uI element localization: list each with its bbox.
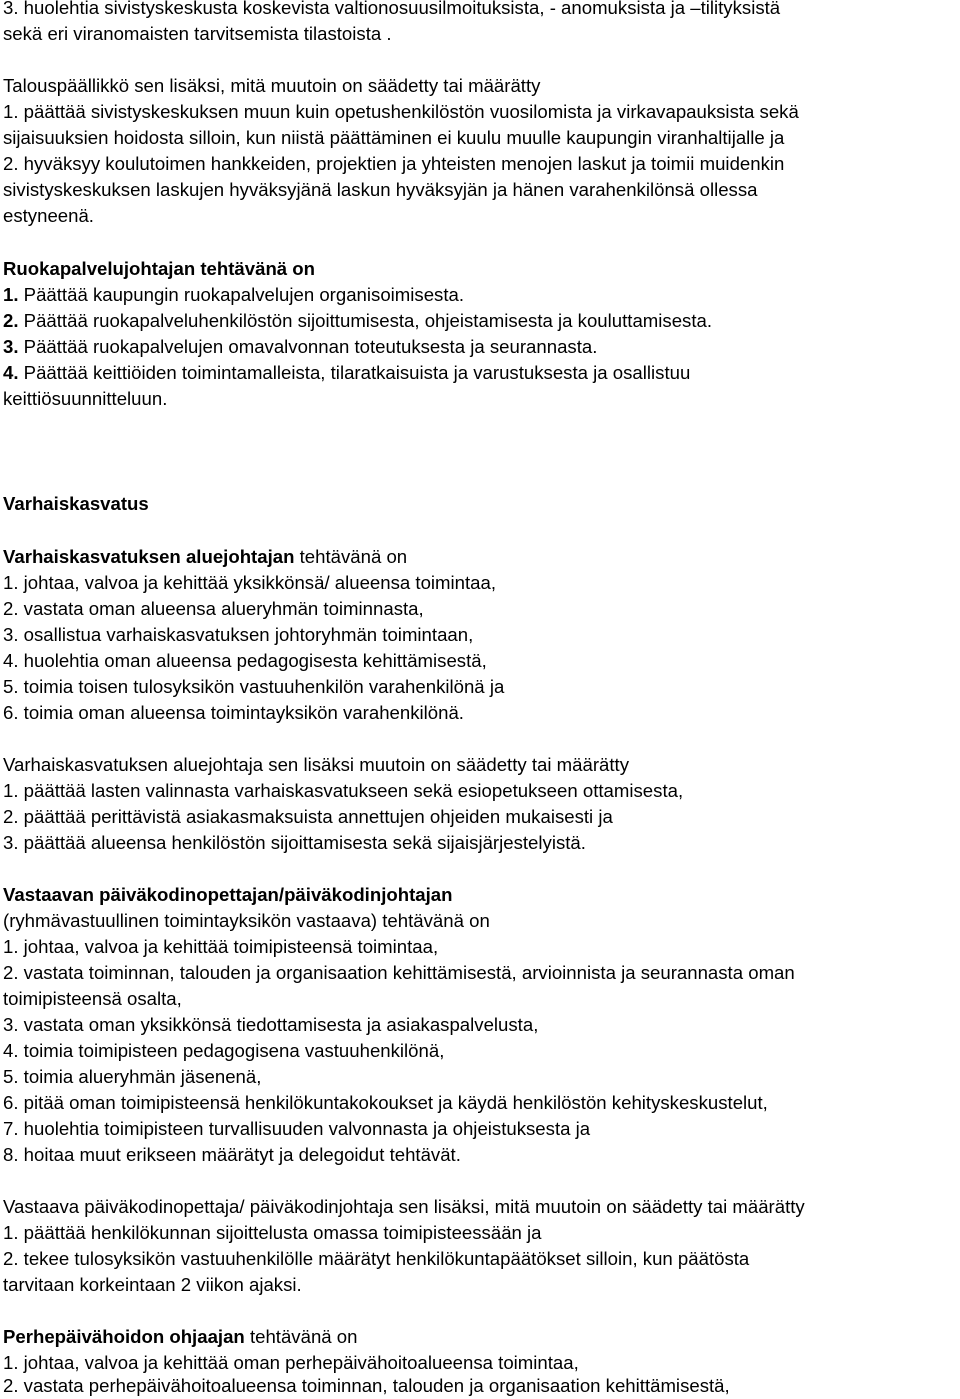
intro-item3-line1: 3. huolehtia sivistyskeskusta koskevista valtionosuusilmoituksista, - anomuksista ja –tilityksistä: [3, 0, 781, 18]
list-number: 2.: [3, 310, 19, 331]
aluejohtaja-lisaksi-heading: Varhaiskasvatuksen aluejohtaja sen lisäksi muutoin on säädetty tai määrätty: [3, 754, 629, 775]
aluejohtaja-heading-rest: tehtävänä on: [294, 546, 408, 567]
vastaava-item: toimipisteensä osalta,: [3, 988, 182, 1009]
talouspaallikko-heading: Talouspäällikkö sen lisäksi, mitä muutoin on säädetty tai määrätty: [3, 75, 541, 96]
aluejohtaja-item: 5. toimia toisen tulosyksikön vastuuhenkilön varahenkilönä ja: [3, 676, 505, 697]
list-number: 4.: [3, 362, 19, 383]
aluejohtaja-lisaksi-item: 1. päättää lasten valinnasta varhaiskasvatukseen sekä esiopetukseen ottamisesta,: [3, 780, 684, 801]
list-number: 3.: [3, 336, 19, 357]
intro-item3-line2: sekä eri viranomaisten tarvitsemista tilastoista .: [3, 23, 392, 44]
talouspaallikko-item2-line1: 2. hyväksyy koulutoimen hankkeiden, projektien ja yhteisten menojen laskut ja toimii muidenkin: [3, 153, 785, 174]
vastaava-item: 2. vastata toiminnan, talouden ja organisaation kehittämisestä, arvioinnista ja seurannasta oman: [3, 962, 795, 983]
ruokapalvelu-item-1: [3, 282, 464, 308]
aluejohtaja-item: 1. johtaa, valvoa ja kehittää yksikkönsä/ alueensa toimintaa,: [3, 572, 497, 593]
aluejohtaja-lisaksi-item: 3. päättää alueensa henkilöstön sijoittamisesta sekä sijaisjärjestelyistä.: [3, 832, 586, 853]
aluejohtaja-item: 4. huolehtia oman alueensa pedagogisesta kehittämisestä,: [3, 650, 487, 671]
perhepaivahoito-heading: [3, 1324, 357, 1350]
vastaava-item: 5. toimia alueryhmän jäsenenä,: [3, 1066, 262, 1087]
ruokapalvelu-item4-line2: keittiösuunnitteluun.: [3, 388, 168, 409]
ruokapalvelu-item-3: [3, 334, 597, 360]
aluejohtaja-heading-bold: Varhaiskasvatuksen aluejohtajan: [3, 546, 295, 567]
list-number: 1.: [3, 284, 19, 305]
aluejohtaja-item: 2. vastata oman alueensa alueryhmän toiminnasta,: [3, 598, 424, 619]
vastaava-item: 4. toimia toimipisteen pedagogisena vastuuhenkilönä,: [3, 1040, 445, 1061]
vastaava-heading: Vastaavan päiväkodinopettajan/päiväkodinjohtajan: [3, 884, 453, 905]
vastaava-lisaksi-item: tarvitaan korkeintaan 2 viikon ajaksi.: [3, 1274, 302, 1295]
aluejohtaja-lisaksi-item: 2. päättää perittävistä asiakasmaksuista annettujen ohjeiden mukaisesti ja: [3, 806, 613, 827]
ruokapalvelu-item-4: [3, 360, 690, 386]
perhepaivahoito-heading-rest: tehtävänä on: [244, 1326, 358, 1347]
perhepaivahoito-item: 1. johtaa, valvoa ja kehittää oman perhepäivähoitoalueensa toimintaa,: [3, 1352, 579, 1373]
ruokapalvelu-item-2: [3, 308, 712, 334]
vastaava-item: 3. vastata oman yksikkönsä tiedottamisesta ja asiakaspalvelusta,: [3, 1014, 539, 1035]
talouspaallikko-item2-line2: sivistyskeskuksen laskujen hyväksyjänä laskun hyväksyjän ja hänen varahenkilönsä ollessa: [3, 179, 758, 200]
list-text: Päättää ruokapalvelujen omavalvonnan toteutuksesta ja seurannasta.: [18, 336, 598, 357]
talouspaallikko-item1-line2: sijaisuuksien hoidosta silloin, kun niistä päättäminen ei kuulu muulle kaupungin viranhaltijalle ja: [3, 127, 785, 148]
perhepaivahoito-item: 2. vastata perhepäivähoitoalueensa toiminnan, talouden ja organisaation kehittämisestä,: [3, 1375, 730, 1396]
list-text: Päättää kaupungin ruokapalvelujen organisoimisesta.: [18, 284, 465, 305]
vastaava-item: 6. pitää oman toimipisteensä henkilökuntakokoukset ja käydä henkilöstön kehityskeskustelut,: [3, 1092, 768, 1113]
section-title: Varhaiskasvatus: [3, 493, 149, 514]
talouspaallikko-item1-line1: 1. päättää sivistyskeskuksen muun kuin opetushenkilöstön vuosilomista ja virkavapauksista sekä: [3, 101, 799, 122]
list-text: Päättää ruokapalveluhenkilöstön sijoittumisesta, ohjeistamisesta ja kouluttamisesta.: [18, 310, 713, 331]
vastaava-heading-line2: (ryhmävastuullinen toimintayksikön vastaava) tehtävänä on: [3, 910, 490, 931]
talouspaallikko-item2-line3: estyneenä.: [3, 205, 94, 226]
aluejohtaja-item: 3. osallistua varhaiskasvatuksen johtoryhmän toimintaan,: [3, 624, 474, 645]
vastaava-item: 1. johtaa, valvoa ja kehittää toimipisteensä toimintaa,: [3, 936, 439, 957]
vastaava-lisaksi-item: 2. tekee tulosyksikön vastuuhenkilölle määrätyt henkilökuntapäätökset silloin, kun päätösta: [3, 1248, 750, 1269]
vastaava-item: 8. hoitaa muut erikseen määrätyt ja delegoidut tehtävät.: [3, 1144, 461, 1165]
vastaava-item: 7. huolehtia toimipisteen turvallisuuden valvonnasta ja ohjeistuksesta ja: [3, 1118, 591, 1139]
vastaava-lisaksi-heading: Vastaava päiväkodinopettaja/ päiväkodinjohtaja sen lisäksi, mitä muutoin on säädetty tai määrätty: [3, 1196, 805, 1217]
vastaava-lisaksi-item: 1. päättää henkilökunnan sijoittelusta omassa toimipisteessään ja: [3, 1222, 542, 1243]
list-text: Päättää keittiöiden toimintamalleista, tilaratkaisuista ja varustuksesta ja osallistuu: [18, 362, 691, 383]
perhepaivahoito-heading-bold: Perhepäivähoidon ohjaajan: [3, 1326, 245, 1347]
aluejohtaja-heading: [3, 544, 407, 570]
ruokapalvelu-heading: Ruokapalvelujohtajan tehtävänä on: [3, 258, 316, 279]
aluejohtaja-item: 6. toimia oman alueensa toimintayksikön varahenkilönä.: [3, 702, 464, 723]
